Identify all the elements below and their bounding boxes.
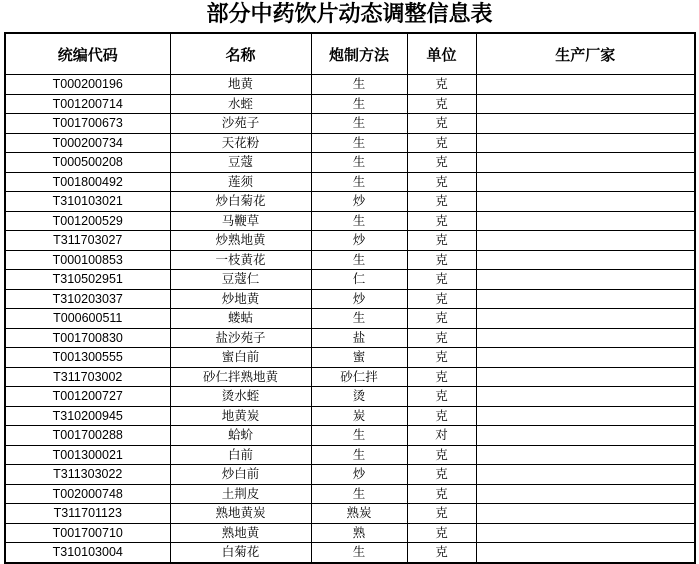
cell-maker [476,445,695,465]
cell-name: 炒地黄 [170,289,311,309]
cell-method: 炭 [311,406,407,426]
cell-method: 生 [311,445,407,465]
cell-method: 仁 [311,270,407,290]
cell-method: 生 [311,114,407,134]
cell-unit: 克 [407,231,476,251]
cell-code: T310103004 [5,543,170,563]
cell-name: 蜜白前 [170,348,311,368]
cell-maker [476,309,695,329]
table-row [5,367,695,387]
cell-name: 砂仁拌熟地黄 [170,367,311,387]
cell-maker [476,133,695,153]
cell-name: 蛤蚧 [170,426,311,446]
cell-maker [476,289,695,309]
cell-method: 生 [311,172,407,192]
cell-name: 白前 [170,445,311,465]
cell-name: 炒白菊花 [170,192,311,212]
table-body [5,75,695,563]
table-row [5,465,695,485]
cell-maker [476,270,695,290]
cell-method: 生 [311,75,407,95]
cell-unit: 克 [407,289,476,309]
cell-method: 生 [311,211,407,231]
cell-name: 白菊花 [170,543,311,563]
cell-name: 地黄炭 [170,406,311,426]
cell-method: 生 [311,484,407,504]
table-row [5,445,695,465]
cell-unit: 克 [407,348,476,368]
cell-unit: 克 [407,484,476,504]
cell-method: 炒 [311,289,407,309]
cell-unit: 克 [407,172,476,192]
cell-name: 土荆皮 [170,484,311,504]
cell-name: 地黄 [170,75,311,95]
table-row [5,133,695,153]
cell-method: 烫 [311,387,407,407]
cell-name: 烫水蛭 [170,387,311,407]
cell-method: 炒 [311,465,407,485]
cell-unit: 克 [407,270,476,290]
cell-unit: 克 [407,387,476,407]
cell-maker [476,94,695,114]
cell-unit: 克 [407,211,476,231]
table-row [5,114,695,134]
cell-code: T310103021 [5,192,170,212]
table-row [5,523,695,543]
cell-unit: 克 [407,367,476,387]
cell-code: T000600511 [5,309,170,329]
cell-method: 炒 [311,231,407,251]
table-row [5,192,695,212]
cell-name: 马鞭草 [170,211,311,231]
column-header-name: 名称 [170,33,311,75]
cell-unit: 克 [407,153,476,173]
cell-maker [476,192,695,212]
page-title: 部分中药饮片动态调整信息表 [206,2,493,27]
column-header-method: 炮制方法 [311,33,407,75]
cell-code: T001700288 [5,426,170,446]
table-row [5,153,695,173]
cell-method: 炒 [311,192,407,212]
cell-unit: 克 [407,94,476,114]
cell-code: T310203037 [5,289,170,309]
cell-maker [476,153,695,173]
cell-maker [476,328,695,348]
cell-code: T001200714 [5,94,170,114]
cell-method: 生 [311,94,407,114]
cell-maker [476,543,695,563]
cell-code: T000100853 [5,250,170,270]
cell-maker [476,367,695,387]
cell-maker [476,465,695,485]
table-row [5,543,695,563]
cell-code: T310502951 [5,270,170,290]
cell-method: 生 [311,426,407,446]
table-row [5,172,695,192]
cell-method: 熟 [311,523,407,543]
cell-unit: 克 [407,75,476,95]
cell-name: 盐沙苑子 [170,328,311,348]
cell-name: 水蛭 [170,94,311,114]
cell-method: 盐 [311,328,407,348]
cell-code: T311703027 [5,231,170,251]
cell-maker [476,426,695,446]
cell-unit: 克 [407,465,476,485]
cell-code: T001300021 [5,445,170,465]
cell-name: 莲须 [170,172,311,192]
cell-code: T311701123 [5,504,170,524]
cell-maker [476,172,695,192]
cell-method: 蜜 [311,348,407,368]
cell-maker [476,523,695,543]
cell-method: 生 [311,153,407,173]
cell-unit: 克 [407,504,476,524]
cell-unit: 克 [407,328,476,348]
table-row [5,426,695,446]
cell-unit: 克 [407,133,476,153]
column-header-unit: 单位 [407,33,476,75]
cell-name: 豆蔻 [170,153,311,173]
cell-unit: 克 [407,309,476,329]
cell-code: T001700830 [5,328,170,348]
cell-unit: 克 [407,250,476,270]
table-row [5,484,695,504]
cell-name: 沙苑子 [170,114,311,134]
cell-unit: 对 [407,426,476,446]
cell-name: 熟地黄 [170,523,311,543]
table-row [5,250,695,270]
cell-unit: 克 [407,523,476,543]
cell-code: T000200196 [5,75,170,95]
table-row [5,211,695,231]
cell-unit: 克 [407,445,476,465]
cell-unit: 克 [407,192,476,212]
cell-unit: 克 [407,114,476,134]
cell-method: 砂仁拌 [311,367,407,387]
cell-method: 熟炭 [311,504,407,524]
cell-code: T001200727 [5,387,170,407]
table-row [5,231,695,251]
cell-maker [476,211,695,231]
cell-code: T000200734 [5,133,170,153]
table-row [5,387,695,407]
table-header-row [5,33,695,75]
cell-maker [476,484,695,504]
cell-method: 生 [311,250,407,270]
cell-maker [476,504,695,524]
table-row [5,289,695,309]
cell-maker [476,114,695,134]
cell-code: T001700673 [5,114,170,134]
table-row [5,406,695,426]
cell-code: T311703002 [5,367,170,387]
cell-unit: 克 [407,543,476,563]
table-row [5,270,695,290]
column-header-code: 统编代码 [5,33,170,75]
cell-name: 豆蔻仁 [170,270,311,290]
cell-code: T311303022 [5,465,170,485]
cell-maker [476,250,695,270]
cell-name: 蝼蛄 [170,309,311,329]
cell-unit: 克 [407,406,476,426]
table-row [5,94,695,114]
cell-code: T001700710 [5,523,170,543]
cell-name: 炒白前 [170,465,311,485]
table-row [5,75,695,95]
cell-maker [476,348,695,368]
cell-code: T310200945 [5,406,170,426]
cell-code: T001300555 [5,348,170,368]
cell-maker [476,387,695,407]
cell-method: 生 [311,309,407,329]
cell-maker [476,75,695,95]
table-row [5,504,695,524]
cell-code: T001200529 [5,211,170,231]
cell-method: 生 [311,543,407,563]
cell-code: T002000748 [5,484,170,504]
column-header-maker: 生产厂家 [476,33,695,75]
table-row [5,348,695,368]
cell-code: T000500208 [5,153,170,173]
table-row [5,309,695,329]
cell-name: 熟地黄炭 [170,504,311,524]
cell-maker [476,231,695,251]
cell-method: 生 [311,133,407,153]
cell-code: T001800492 [5,172,170,192]
cell-name: 炒熟地黄 [170,231,311,251]
cell-maker [476,406,695,426]
info-table [4,32,696,564]
table-row [5,328,695,348]
cell-name: 天花粉 [170,133,311,153]
cell-name: 一枝黄花 [170,250,311,270]
